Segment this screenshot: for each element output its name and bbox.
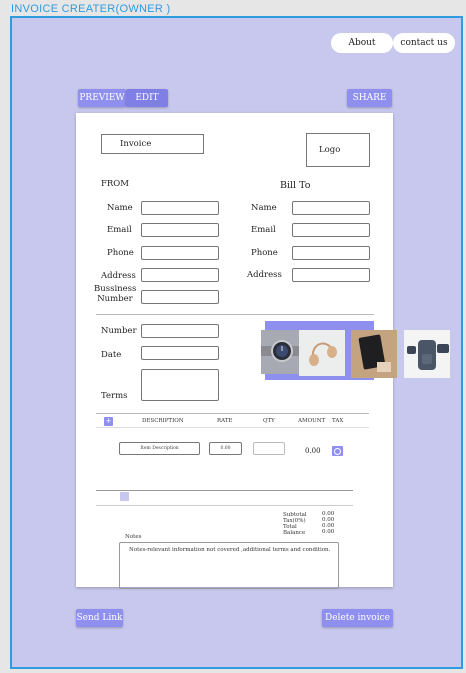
watch-image [261, 330, 299, 374]
invoice-title: Invoice [120, 139, 152, 149]
notes-text: Notes-relevant information not covered ,additional terms and condition. [129, 547, 331, 553]
from-address-label: Address [101, 271, 136, 281]
subtotal-value: 0.00 [322, 511, 335, 517]
app-title: INVOICE CREATER(OWNER ) [11, 3, 171, 15]
bill-name-input[interactable] [292, 201, 370, 215]
total-value: 0.00 [322, 523, 335, 529]
add-item-button[interactable]: + [105, 417, 112, 425]
tax-label: Tax(0%) [283, 518, 306, 524]
item-description-input[interactable]: Item Description [119, 442, 200, 455]
logo-upload[interactable] [306, 133, 370, 167]
terms-input[interactable] [141, 369, 219, 401]
preview-button[interactable]: PREVIEW [78, 89, 126, 107]
description-header: DESCRIPTION [142, 418, 184, 424]
rate-header: RATE [217, 418, 233, 424]
balance-value: 0.00 [322, 529, 335, 535]
item-tax-toggle[interactable] [332, 446, 343, 456]
bill-phone-input[interactable] [292, 246, 370, 260]
table-header-divider [96, 427, 369, 428]
business-number-input[interactable] [141, 290, 219, 304]
qty-header: QTY [263, 418, 275, 424]
bill-address-label: Address [247, 270, 282, 280]
from-name-input[interactable] [141, 201, 219, 215]
invoice-date-input[interactable] [141, 346, 219, 360]
notebook-image [351, 330, 397, 378]
tax-value: 0.00 [322, 517, 335, 523]
balance-label: Balance [283, 530, 306, 536]
invoice-title-field[interactable] [101, 134, 204, 154]
from-email-input[interactable] [141, 223, 219, 237]
from-address-input[interactable] [141, 268, 219, 282]
section-divider [96, 314, 374, 315]
from-heading: FROM [101, 179, 129, 189]
tax-header: TAX [332, 418, 344, 424]
about-link[interactable]: About [331, 33, 393, 53]
amount-header: AMOUNT [298, 418, 326, 424]
items-bottom-divider [96, 490, 353, 491]
contact-us-link[interactable]: contact us [393, 33, 455, 53]
total-label: Total [283, 524, 297, 530]
delete-invoice-button[interactable]: Delete invoice [322, 609, 393, 627]
headphones-image [299, 330, 345, 376]
business-number-label: Bussiness Number [94, 284, 137, 304]
from-phone-label: Phone [107, 248, 134, 258]
date-label: Date [101, 350, 122, 360]
watch-icon [261, 330, 299, 374]
backpack-icon [404, 330, 450, 378]
notes-input[interactable] [119, 542, 339, 589]
subtotal-label: Subtotal [283, 512, 307, 518]
from-email-label: Email [107, 225, 132, 235]
bill-email-input[interactable] [292, 223, 370, 237]
edit-button[interactable]: EDIT [126, 89, 168, 107]
bill-to-heading: Bill To [280, 180, 311, 191]
item-qty-input[interactable] [253, 442, 285, 455]
item-rate-input[interactable]: 0.00 [209, 442, 242, 455]
totals-divider [96, 505, 353, 506]
bill-address-input[interactable] [292, 268, 370, 282]
tax-toggle-icon [334, 448, 341, 455]
backpack-image [404, 330, 450, 378]
from-phone-input[interactable] [141, 246, 219, 260]
logo-label: Logo [319, 145, 341, 155]
terms-label: Terms [101, 391, 128, 401]
bill-phone-label: Phone [251, 248, 278, 258]
bill-email-label: Email [251, 225, 276, 235]
number-label: Number [101, 326, 137, 336]
bill-name-label: Name [251, 203, 277, 213]
from-name-label: Name [107, 203, 133, 213]
notes-label: Notes [125, 534, 142, 540]
headphones-icon [299, 330, 345, 376]
table-top-divider [96, 413, 369, 414]
notebook-icon [351, 330, 397, 378]
add-row-handle[interactable] [120, 492, 129, 501]
item-amount: 0.00 [305, 447, 321, 455]
send-link-button[interactable]: Send Link [76, 609, 123, 627]
share-button[interactable]: SHARE [347, 89, 392, 107]
invoice-number-input[interactable] [141, 324, 219, 338]
